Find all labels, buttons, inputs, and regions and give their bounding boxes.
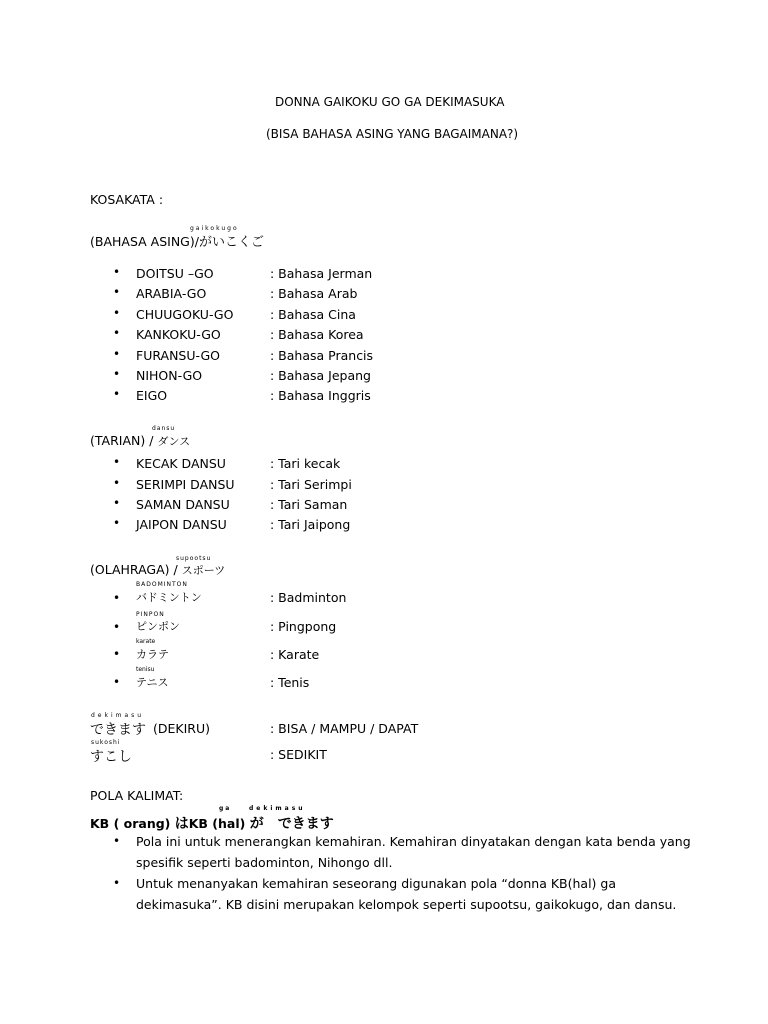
item-kana: バドミントン	[136, 591, 202, 604]
meaning: : Tari Saman	[270, 497, 348, 512]
meaning: : Badminton	[270, 590, 347, 605]
term: KECAK DANSU	[136, 456, 226, 471]
verb-ruby: sukoshi	[91, 739, 121, 746]
item-kana: ピンポン	[136, 620, 180, 633]
point-text: Untuk menanyakan kemahiran seseorang digunakan pola “donna KB(hal) ga dekimasuka”. KB disini merupakan kelompok seperti supootsu, gaikokugo, dan dansu.	[136, 876, 677, 912]
formula-part-a: KB ( orang)	[90, 816, 175, 831]
bahasa-heading-text: (BAHASA ASING)/	[90, 234, 199, 249]
bullet: •	[113, 387, 121, 401]
formula-part-b: KB (hal)	[188, 816, 250, 831]
meaning: : Tenis	[270, 675, 310, 690]
tarian-heading-text: (TARIAN) /	[90, 433, 158, 448]
meaning: : Bahasa Jerman	[270, 266, 373, 281]
bullet: •	[113, 326, 121, 340]
bullet: •	[113, 476, 121, 490]
tarian-heading-kana: ダンス	[157, 435, 191, 448]
tarian-heading	[90, 433, 190, 449]
item-kana: テニス	[136, 676, 169, 689]
bullet: •	[113, 647, 121, 661]
particle-ga: が	[249, 816, 264, 832]
meaning: : Karate	[270, 647, 320, 662]
olahraga-heading-kana: スポーツ	[181, 564, 226, 577]
item-ruby: PINPON	[136, 611, 165, 618]
term: SAMAN DANSU	[136, 497, 230, 512]
term: CHUUGOKU-GO	[136, 307, 234, 322]
bahasa-heading-kana: がいこくご	[198, 235, 264, 250]
meaning: : Bahasa Jepang	[270, 368, 371, 383]
verb-ruby: dekimasu	[91, 712, 145, 719]
term: JAIPON DANSU	[136, 517, 227, 532]
term: SERIMPI DANSU	[136, 477, 235, 492]
term: EIGO	[136, 388, 168, 403]
item-kana: カラテ	[136, 648, 169, 661]
bullet: •	[113, 306, 121, 320]
formula-verb: できます	[277, 816, 334, 832]
tarian-heading-ruby: dansu	[152, 425, 176, 432]
item-ruby: BADOMINTON	[136, 581, 188, 588]
formula-verb-ruby: dekimasu	[249, 805, 306, 812]
bullet: •	[113, 620, 121, 634]
page-subtitle: (BISA BAHASA ASING YANG BAGAIMANA?)	[266, 127, 519, 141]
bullet: •	[113, 496, 121, 510]
term: KANKOKU-GO	[136, 327, 221, 342]
term: ARABIA-GO	[136, 286, 207, 301]
pola-formula	[90, 813, 334, 833]
item-ruby: tenisu	[136, 666, 155, 673]
olahraga-heading-ruby: supootsu	[176, 555, 212, 562]
bullet: •	[113, 265, 121, 279]
term: FURANSU-GO	[136, 348, 220, 363]
bullet: •	[113, 876, 121, 890]
bullet: •	[113, 516, 121, 530]
meaning: : Tari Serimpi	[270, 477, 352, 492]
meaning: : Tari kecak	[270, 456, 341, 471]
verb-meaning: : BISA / MAMPU / DAPAT	[270, 721, 419, 736]
meaning: : Tari Jaipong	[270, 517, 351, 532]
page-title: DONNA GAIKOKU GO GA DEKIMASUKA	[275, 95, 505, 109]
bullet: •	[113, 591, 121, 605]
meaning: : Bahasa Inggris	[270, 388, 371, 403]
bullet: •	[113, 285, 121, 299]
term: NIHON-GO	[136, 368, 203, 383]
verb-label: (DEKIRU)	[153, 721, 210, 736]
bullet: •	[113, 347, 121, 361]
point-text: Pola ini untuk menerangkan kemahiran. Kemahiran dinyatakan dengan kata benda yang spesifik seperti badominton, Nihongo dll.	[136, 834, 691, 870]
verb-kana: できます	[90, 722, 146, 738]
bullet: •	[113, 455, 121, 469]
particle-wa: は	[174, 816, 189, 832]
item-ruby: karate	[136, 638, 156, 645]
meaning: : Bahasa Arab	[270, 286, 358, 301]
meaning: : Bahasa Prancis	[270, 348, 374, 363]
olahraga-heading	[90, 562, 225, 578]
pola-heading: POLA KALIMAT:	[90, 788, 184, 803]
term: DOITSU –GO	[136, 266, 214, 281]
bullet: •	[113, 367, 121, 381]
meaning: : Bahasa Korea	[270, 327, 364, 342]
bahasa-heading	[90, 231, 264, 250]
olahraga-heading-text: (OLAHRAGA) /	[90, 562, 182, 577]
meaning: : Bahasa Cina	[270, 307, 356, 322]
meaning: : Pingpong	[270, 619, 337, 634]
verb-meaning: : SEDIKIT	[270, 747, 327, 762]
kosakata-heading: KOSAKATA :	[90, 192, 164, 207]
particle-ga-ruby: ga	[219, 805, 232, 812]
bullet: •	[113, 675, 121, 689]
bahasa-heading-ruby: gaikokugo	[190, 225, 239, 232]
verb-kana: すこし	[90, 749, 132, 765]
bullet: •	[113, 834, 121, 848]
